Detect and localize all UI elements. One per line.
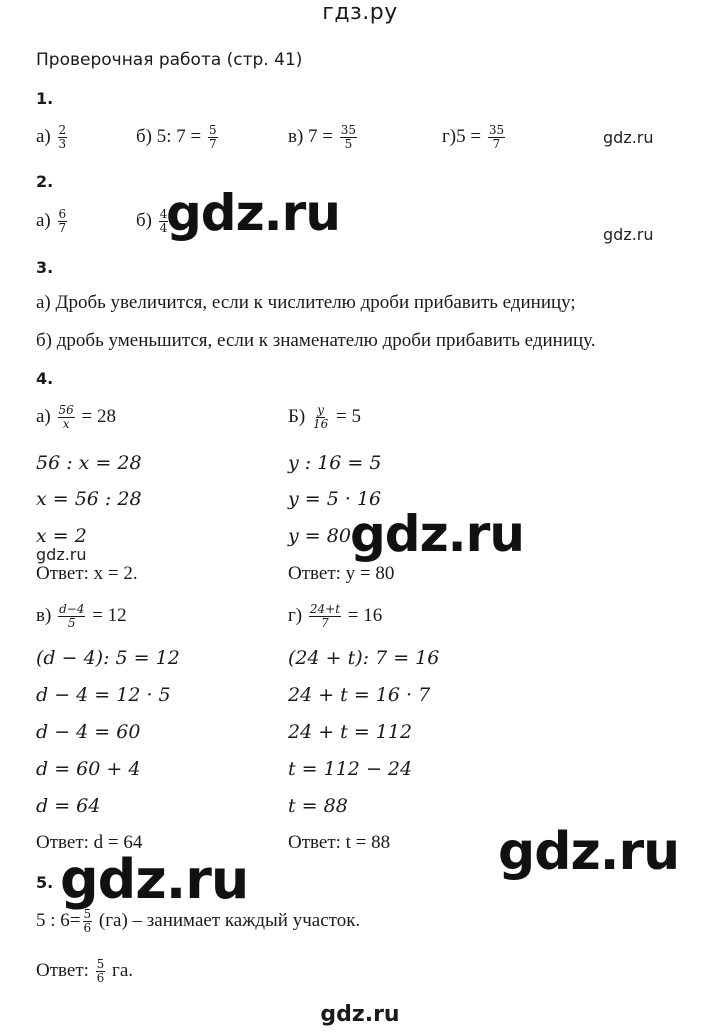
task-4-b-answer: Ответ: y = 80 xyxy=(288,563,395,584)
task-2-number: 2. xyxy=(36,172,54,191)
task-5-answer-pre: Ответ: xyxy=(36,959,89,981)
task-4-v-step-2: d − 4 = 12 · 5 xyxy=(36,684,171,706)
task-4-v-step-5: d = 64 xyxy=(36,795,101,817)
task-2-a-fraction: $\frac{6}{7}$ xyxy=(58,207,67,235)
task-4-b-label: Б) xyxy=(288,405,306,427)
watermark-big-2: gdz.ru xyxy=(350,505,524,563)
task-4-b-rhs: = 5 xyxy=(336,405,361,427)
task-5-answer xyxy=(36,958,133,985)
watermark-big-4: gdz.ru xyxy=(60,848,249,911)
task-4-b-step-3: y = 80 xyxy=(288,525,351,547)
task-4-number: 4. xyxy=(36,369,54,388)
task-4-g-fraction: $\frac{24+t}{7}$ xyxy=(309,602,341,630)
task-4-v-answer: Ответ: d = 64 xyxy=(36,832,143,853)
task-1-v-fraction: $\frac{35}{5}$ xyxy=(340,123,357,151)
task-1-a-label: а) xyxy=(36,125,51,147)
task-4-g-equation xyxy=(288,603,382,630)
watermark-small-3: gdz.ru xyxy=(36,545,87,564)
task-4-a-rhs: = 28 xyxy=(81,405,117,427)
task-4-a-fraction: $\frac{56}{x}$ xyxy=(58,403,74,431)
task-1-b xyxy=(136,124,220,151)
task-1-g-text: г)5 = xyxy=(442,125,482,147)
task-1-b-text: б) 5: 7 = xyxy=(136,125,202,147)
task-4-g-step-1: (24 + t): 7 = 16 xyxy=(288,647,440,669)
task-4-g-answer: Ответ: t = 88 xyxy=(288,832,391,853)
watermark-big-3: gdz.ru xyxy=(498,822,680,882)
task-5-line-post: (га) – занимает каждый участок. xyxy=(98,909,361,931)
task-2-a xyxy=(36,208,69,235)
task-4-a-step-1: 56 : x = 28 xyxy=(36,452,142,474)
task-4-a-step-2: x = 56 : 28 xyxy=(36,488,142,510)
task-4-b-step-2: y = 5 · 16 xyxy=(288,488,382,510)
task-3-line-b: б) дробь уменьшится, если к знаменателю дроби прибавить единицу. xyxy=(36,330,596,351)
task-4-a-label: а) xyxy=(36,405,51,427)
task-4-v-step-3: d − 4 = 60 xyxy=(36,721,141,743)
task-3-number: 3. xyxy=(36,258,54,277)
task-4-v-step-1: (d − 4): 5 = 12 xyxy=(36,647,180,669)
task-5-line-pre: 5 : 6= xyxy=(36,909,81,931)
task-4-v-fraction: $\frac{d-4}{5}$ xyxy=(59,602,85,630)
task-4-g-rhs: = 16 xyxy=(347,604,383,626)
task-1-b-fraction: $\frac{5}{7}$ xyxy=(209,123,217,151)
task-1-v xyxy=(288,124,359,151)
task-5-answer-post: га. xyxy=(112,959,134,981)
watermark-small-1: gdz.ru xyxy=(603,128,654,147)
task-2-a-label: а) xyxy=(36,209,51,231)
task-1-g-fraction: $\frac{35}{7}$ xyxy=(488,123,505,151)
task-1-number: 1. xyxy=(36,89,54,108)
site-title: гдз.ру xyxy=(322,0,398,25)
task-5-fraction: $\frac{5}{6}$ xyxy=(83,907,92,935)
task-4-v-label: в) xyxy=(36,604,52,626)
task-1-a xyxy=(36,124,69,151)
task-4-a-answer: Ответ: x = 2. xyxy=(36,563,138,584)
task-5-answer-fraction: $\frac{5}{6}$ xyxy=(96,957,105,985)
task-4-a-step-3: x = 2 xyxy=(36,525,87,547)
task-4-g-label: г) xyxy=(288,604,303,626)
task-2-b-fraction: $\frac{4}{4}$ xyxy=(159,207,168,235)
watermark-big-1: gdz.ru xyxy=(166,184,340,242)
task-1-g xyxy=(442,124,507,151)
watermark-bottom: gdz.ru xyxy=(320,1002,400,1027)
task-3-line-a: а) Дробь увеличится, если к числителю дроби прибавить единицу; xyxy=(36,292,576,313)
task-4-v-rhs: = 12 xyxy=(92,604,127,626)
task-4-a-equation xyxy=(36,404,116,431)
watermark-small-2: gdz.ru xyxy=(603,225,654,244)
task-4-g-step-2: 24 + t = 16 · 7 xyxy=(288,684,431,706)
task-5-line xyxy=(36,908,360,935)
task-4-b-equation xyxy=(288,404,361,431)
task-2-b-label: б) xyxy=(136,209,152,231)
task-4-g-step-3: 24 + t = 112 xyxy=(288,721,413,743)
task-4-g-step-4: t = 112 − 24 xyxy=(288,758,413,780)
page-heading: Проверочная работа (стр. 41) xyxy=(36,50,303,70)
task-4-v-step-4: d = 60 + 4 xyxy=(36,758,141,780)
task-1-v-text: в) 7 = xyxy=(288,125,334,147)
task-4-g-step-5: t = 88 xyxy=(288,795,348,817)
task-4-v-equation xyxy=(36,603,127,630)
task-5-number: 5. xyxy=(36,873,54,892)
task-1-a-fraction: $\frac{2}{3}$ xyxy=(58,123,67,151)
task-4-b-fraction: $\frac{y}{16}$ xyxy=(313,403,329,431)
task-4-b-step-1: y : 16 = 5 xyxy=(288,452,382,474)
